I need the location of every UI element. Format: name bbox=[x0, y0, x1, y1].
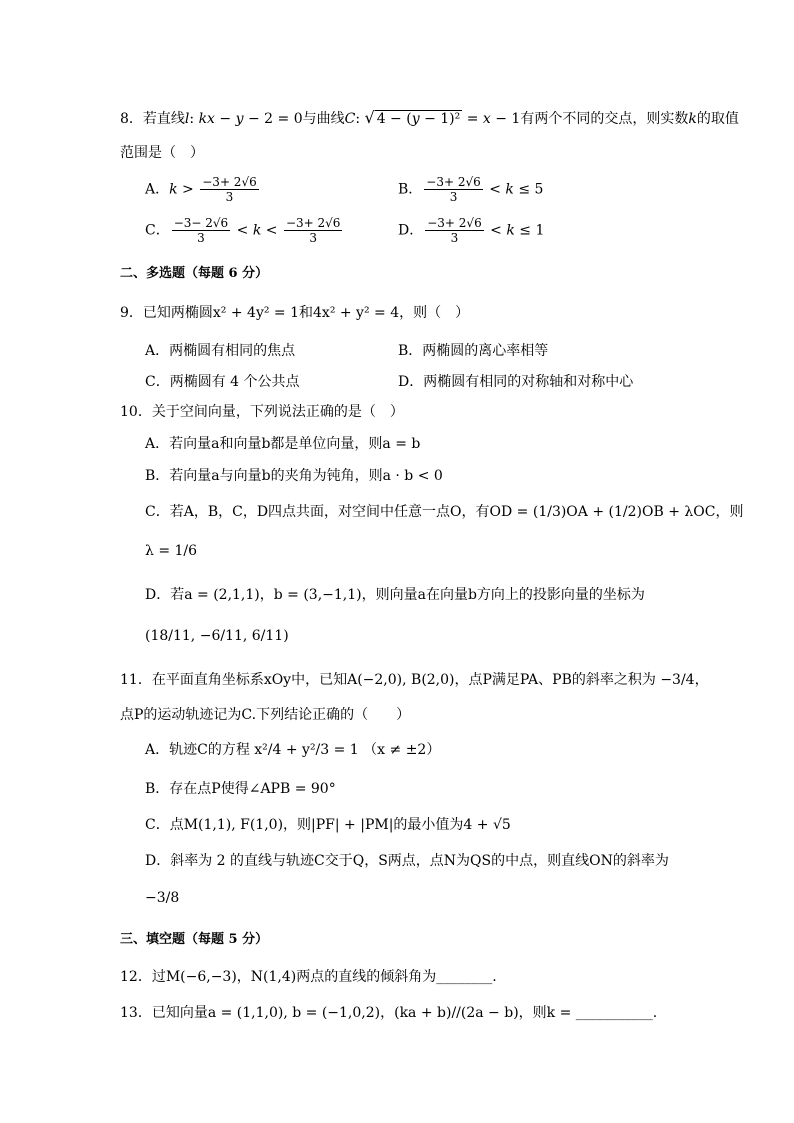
section-3-heading: 三、填空题（每题 5 分） bbox=[120, 932, 269, 947]
section-2-heading: 二、多选题（每题 6 分） bbox=[120, 266, 269, 281]
q8-option-a[interactable]: A．k > $\frac{-3+ 2√6}{3}$ bbox=[145, 175, 257, 204]
q8-option-b[interactable]: B． $\frac{-3+ 2√6}{3}$ < k ≤ 5 bbox=[398, 175, 544, 204]
q10-option-c-line1[interactable]: C．若A，B，C，D四点共面，对空间中任意一点O，有OD = (1/3)OA + (1/2)OB + λOC，则 bbox=[145, 504, 744, 520]
q9-option-a[interactable]: A．两椭圆有相同的焦点 bbox=[145, 343, 296, 359]
q9-option-c[interactable]: C．两椭圆有 4 个公共点 bbox=[145, 374, 300, 390]
q11-stem-line2: 点P的运动轨迹记为C.下列结论正确的（ ） bbox=[120, 707, 411, 723]
q8-stem-line2: 范围是（ ） bbox=[120, 145, 204, 161]
q8-option-c[interactable]: C． $\frac{-3- 2√6}{3}$ < k < $\frac{-3+ 2√6}{3}$ bbox=[145, 216, 341, 245]
q13-stem: 13．已知向量a = (1,1,0), b = (−1,0,2)，(ka + b)//(2a − b)，则k = ___________. bbox=[120, 1005, 658, 1021]
q11-option-c[interactable]: C．点M(1,1), F(1,0)，则|PF| + |PM|的最小值为4 + √5 bbox=[145, 817, 511, 833]
q11-option-d-line2: −3/8 bbox=[145, 890, 180, 906]
q11-option-a[interactable]: A．轨迹C的方程 x²/4 + y²/3 = 1 （x ≠ ±2） bbox=[145, 742, 441, 758]
q10-option-c-line2: λ = 1/6 bbox=[145, 543, 198, 559]
q11-option-b[interactable]: B．存在点P使得∠APB = 90° bbox=[145, 781, 336, 797]
q9-stem: 9．已知两椭圆x² + 4y² = 1和4x² + y² = 4，则（ ） bbox=[120, 305, 470, 321]
q12-stem: 12．过M(−6,−3)，N(1,4)两点的直线的倾斜角为________. bbox=[120, 969, 497, 985]
q11-option-d-line1[interactable]: D．斜率为 2 的直线与轨迹C交于Q，S两点，点N为QS的中点，则直线ON的斜率为 bbox=[145, 853, 669, 869]
q8-stem-line1: 8．若直线l: kx − y − 2 = 0与曲线C: √ 4 − (y − 1)² = x − 1有两个不同的交点，则实数k的取值 bbox=[120, 108, 739, 127]
q9-option-b[interactable]: B．两椭圆的离心率相等 bbox=[398, 343, 549, 359]
q10-stem: 10．关于空间向量，下列说法正确的是（ ） bbox=[120, 404, 404, 420]
q10-option-a[interactable]: A．若向量a和向量b都是单位向量，则a = b bbox=[145, 436, 421, 452]
q10-option-d-line2: (18/11, −6/11, 6/11) bbox=[145, 628, 289, 644]
q10-option-d-line1[interactable]: D．若a = (2,1,1)，b = (3,−1,1)，则向量a在向量b方向上的投影向量的坐标为 bbox=[145, 587, 645, 603]
q11-stem-line1: 11．在平面直角坐标系xOy中，已知A(−2,0), B(2,0)，点P满足PA、PB的斜率之积为 −3/4， bbox=[120, 672, 709, 688]
q10-option-b[interactable]: B．若向量a与向量b的夹角为钝角，则a · b < 0 bbox=[145, 468, 443, 484]
q9-option-d[interactable]: D．两椭圆有相同的对称轴和对称中心 bbox=[398, 374, 634, 390]
q8-option-d[interactable]: D． $\frac{-3+ 2√6}{3}$ < k ≤ 1 bbox=[398, 216, 545, 245]
